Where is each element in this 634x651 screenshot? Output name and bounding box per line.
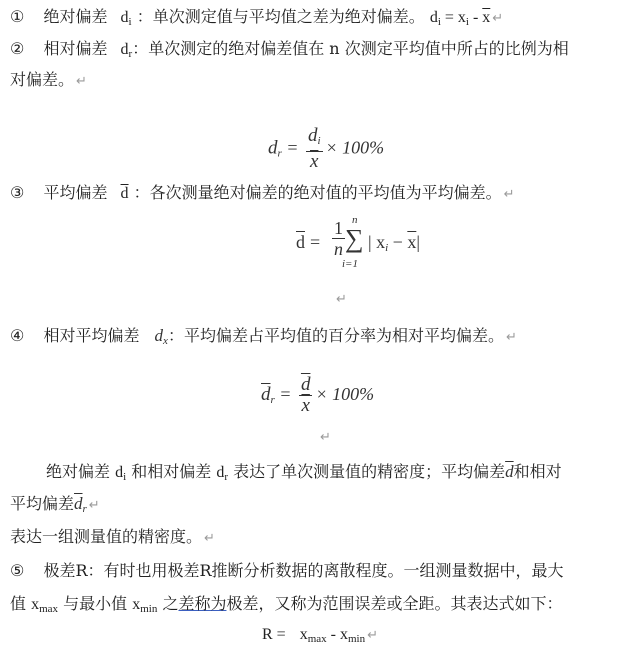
item1-text: ：单次测定值与平均值之差为绝对偏差。: [136, 7, 425, 26]
item4-marker: ④: [10, 326, 25, 345]
formula-relative-average-deviation: $\overline{d}_r$ = $\frac{\overline{d}}{x}$ × 100%: [261, 374, 375, 416]
item4-text: ：平均偏差占平均值的百分率为相对平均偏差。: [167, 326, 504, 345]
item3-term: 平均偏差: [43, 183, 108, 202]
formula-range: $R = x_{max} - x_{min}$ ↵: [262, 626, 379, 645]
item1-line: [0, 6, 503, 33]
item1-term: 绝对偏差: [43, 7, 108, 26]
item3-line: ③ 平均偏差 $\overline{d}$ ：各次测量绝对偏差的绝对值的平均值为平均偏差。 ↵: [10, 183, 515, 202]
item2-text-line2: 对偏差。: [10, 70, 75, 89]
item2-symbol-sub: r: [128, 48, 133, 60]
item1-marker: ①: [10, 7, 25, 26]
underlined-text: 差称为: [178, 594, 227, 613]
item1-formula: $d_i = x_i - \overline{x}$: [429, 9, 491, 28]
paragraph-line1: 绝对偏差 $d_i$ 和相对偏差 $d_r$ 表达了单次测量值的精密度；平均偏差$\overline{d}$和相对: [46, 462, 562, 483]
item5-marker: ⑤: [10, 561, 25, 580]
return-mark: ↵: [492, 11, 504, 26]
item2-symbol: d: [120, 41, 129, 58]
item1-symbol-sub: i: [128, 16, 132, 28]
item2-line2: 对偏差。 ↵: [10, 70, 87, 89]
item5-line2: 值 $x_{max}$ 与最小值 $x_{min}$ 之差称为极差，又称为范围误差或全距。其表达式如下：: [10, 594, 563, 615]
paragraph-line2: 平均偏差$\overline{d}_r$ ↵: [10, 494, 100, 515]
item3-symbol: $\overline{d}$: [120, 185, 129, 202]
formula-relative-deviation: $d_r$ = $\frac{d_i}{x}$ × 100%: [268, 125, 385, 172]
item5-line1: [0, 560, 564, 582]
item4-line: ④ 相对平均偏差 $d_x$：平均偏差占平均值的百分率为相对平均偏差。 ↵: [10, 326, 517, 347]
item4-term: 相对平均偏差: [43, 326, 140, 345]
item2-marker: ②: [10, 39, 25, 58]
item3-text: ：各次测量绝对偏差的绝对值的平均值为平均偏差。: [133, 183, 502, 202]
item2-line1: [0, 38, 569, 65]
item4-symbol: d: [154, 326, 164, 345]
item2-text-line1: ：单次测定的绝对偏差值在 n 次测定平均值中所占的比例为相: [132, 39, 569, 58]
item5-text-line1: ：有时也用极差R推断分析数据的离散程度。一组测量数据中，最大: [87, 561, 564, 580]
paragraph-line3: 表达一组测量值的精密度。 ↵: [10, 527, 215, 546]
item4-symbol-sub: x: [163, 335, 168, 347]
item5-term: 极差R: [43, 561, 88, 580]
item3-marker: ③: [10, 183, 25, 202]
item2-term: 相对偏差: [43, 39, 108, 58]
item1-symbol: d: [120, 9, 129, 26]
